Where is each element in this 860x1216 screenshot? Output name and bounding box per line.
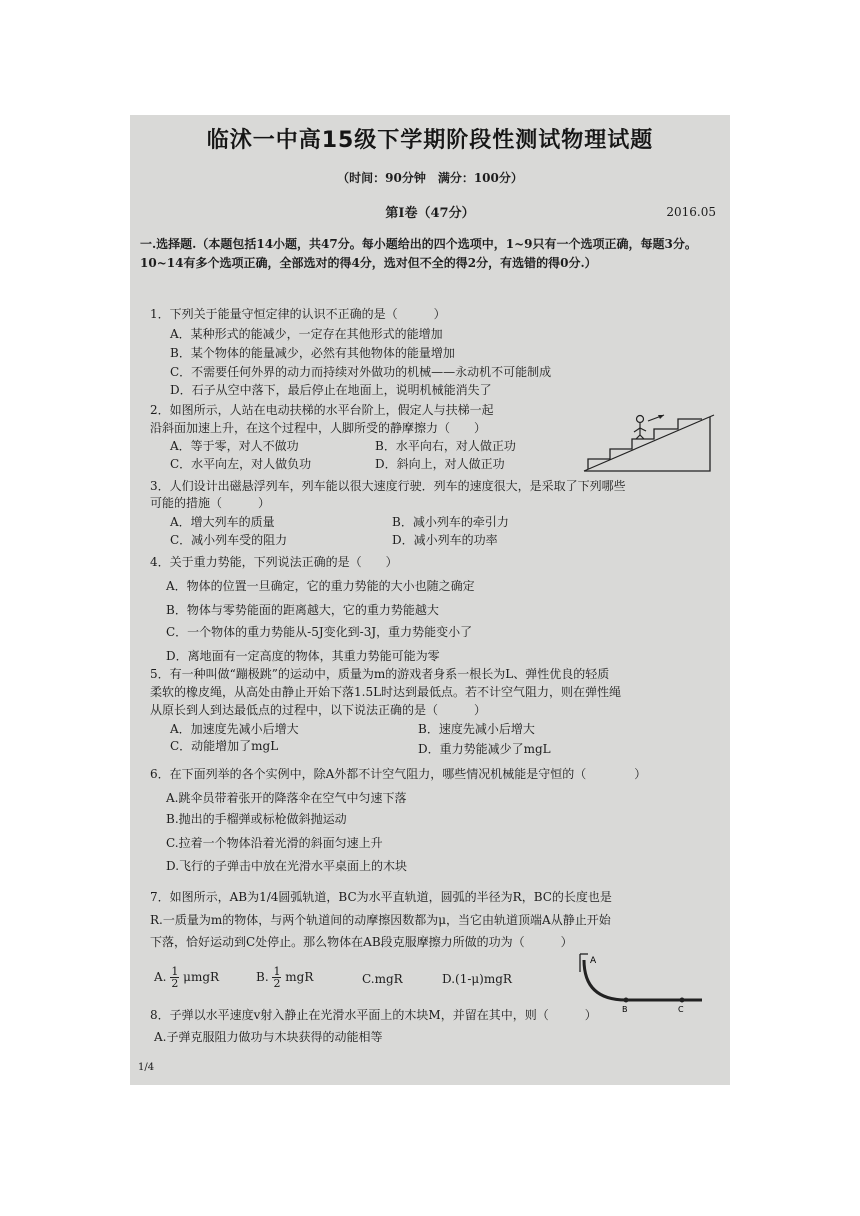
q3-option-b: B．减小列车的牵引力 bbox=[392, 515, 509, 529]
q4-option-b: B．物体与零势能面的距离越大，它的重力势能越大 bbox=[166, 603, 439, 617]
q7-option-a bbox=[154, 966, 219, 989]
exam-paper bbox=[130, 115, 730, 1085]
q2-option-c: C．水平向左，对人做负功 bbox=[170, 457, 312, 471]
q1-option-b: B．某个物体的能量减少，必然有其他物体的能量增加 bbox=[170, 346, 455, 360]
q7-option-b bbox=[256, 966, 313, 989]
q3-option-d: D．减小列车的功率 bbox=[392, 533, 498, 547]
q7-option-c: C.mgR bbox=[362, 972, 403, 986]
q7-option-d: D.(1-μ)mgR bbox=[442, 972, 512, 986]
fraction-numerator: 1 bbox=[171, 965, 179, 978]
q2-option-a: A．等于零，对人不做功 bbox=[170, 439, 299, 453]
exam-subtitle: （时间：90分钟 满分：100分） bbox=[337, 171, 523, 185]
page-title: 临沭一中高15级下学期阶段性测试物理试题 bbox=[206, 128, 654, 153]
q3-option-c: C．减小列车受的阻力 bbox=[170, 533, 288, 547]
page-number: 1/4 bbox=[138, 1062, 155, 1073]
q2-stem-line2: 沿斜面加速上升，在这个过程中，人脚所受的静摩擦力（ ） bbox=[150, 421, 487, 435]
point-c-label: C bbox=[678, 1005, 684, 1014]
q5-option-a: A．加速度先减小后增大 bbox=[170, 722, 299, 736]
q1-option-a: A．某种形式的能减少，一定存在其他形式的能增加 bbox=[170, 327, 443, 341]
fraction-denominator: 2 bbox=[273, 977, 281, 990]
q6-option-c: C.拉着一个物体沿着光滑的斜面匀速上升 bbox=[166, 836, 383, 850]
q7-option-a-prefix: A. bbox=[154, 970, 167, 984]
fraction-denominator: 2 bbox=[171, 977, 179, 990]
q7-stem-line2: R.一质量为m的物体，与两个轨道间的动摩擦因数都为μ，当它由轨道顶端A从静止开始 bbox=[150, 913, 611, 927]
q4-option-d: D．离地面有一定高度的物体，其重力势能可能为零 bbox=[166, 649, 440, 663]
q3-stem-line1: 3．人们设计出磁悬浮列车，列车能以很大速度行驶．列车的速度很大，是采取了下列哪些 bbox=[150, 479, 626, 493]
q1-stem: 1．下列关于能量守恒定律的认识不正确的是（ ） bbox=[150, 307, 446, 321]
q5-option-d: D．重力势能减少了mgL bbox=[418, 742, 551, 756]
q1-option-d: D．石子从空中落下，最后停止在地面上，说明机械能消失了 bbox=[170, 383, 492, 397]
q5-option-b: B．速度先减小后增大 bbox=[418, 722, 535, 736]
q7-stem-line1: 7．如图所示，AB为1/4圆弧轨道，BC为水平直轨道，圆弧的半径为R，BC的长度也是 bbox=[150, 890, 612, 904]
q7-option-a-suffix: μmgR bbox=[183, 970, 220, 984]
exam-date: 2016.05 bbox=[666, 205, 716, 219]
q4-stem: 4．关于重力势能，下列说法正确的是（ ） bbox=[150, 555, 398, 569]
q7-option-a-fraction bbox=[170, 966, 179, 989]
q5-stem-line2: 柔软的橡皮绳，从高处由静止开始下落1.5L时达到最低点。若不计空气阻力，则在弹性绳 bbox=[150, 685, 622, 699]
q2-option-b: B．水平向右，对人做正功 bbox=[375, 439, 516, 453]
escalator-figure bbox=[582, 405, 722, 477]
q5-stem-line3: 从原长到人到达最低点的过程中，以下说法正确的是（ ） bbox=[150, 703, 487, 717]
q4-option-c: C．一个物体的重力势能从-5J变化到-3J，重力势能变小了 bbox=[166, 625, 473, 639]
fraction-numerator: 1 bbox=[273, 965, 281, 978]
q2-stem-line1: 2．如图所示，人站在电动扶梯的水平台阶上，假定人与扶梯一起 bbox=[150, 403, 494, 417]
q6-option-a: A.跳伞员带着张开的降落伞在空气中匀速下落 bbox=[166, 791, 407, 805]
q6-stem: 6．在下面列举的各个实例中，除A外都不计空气阻力，哪些情况机械能是守恒的（ ） bbox=[150, 767, 647, 781]
q8-option-a: A.子弹克服阻力做功与木块获得的动能相等 bbox=[154, 1030, 383, 1044]
q6-option-b: B.抛出的手榴弹或标枪做斜抛运动 bbox=[166, 812, 347, 826]
q2-option-d: D．斜向上，对人做正功 bbox=[375, 457, 505, 471]
q5-stem-line1: 5．有一种叫做“蹦极跳”的运动中，质量为m的游戏者身系一根长为L、弹性优良的轻质 bbox=[150, 667, 610, 681]
q5-option-c: C．动能增加了mgL bbox=[170, 739, 279, 753]
q3-option-a: A．增大列车的质量 bbox=[170, 515, 275, 529]
point-b-label: B bbox=[622, 1005, 628, 1014]
point-a-label: A bbox=[590, 956, 597, 966]
q3-stem-line2: 可能的措施（ ） bbox=[150, 496, 271, 510]
q1-option-c: C．不需要任何外界的动力而持续对外做功的机械——永动机不可能制成 bbox=[170, 365, 552, 379]
q4-option-a: A．物体的位置一旦确定，它的重力势能的大小也随之确定 bbox=[166, 579, 475, 593]
q8-stem: 8．子弹以水平速度v射入静止在光滑水平面上的木块M，并留在其中，则（ ） bbox=[150, 1008, 597, 1022]
q7-option-b-suffix: mgR bbox=[285, 970, 314, 984]
q7-stem-line3: 下落，恰好运动到C处停止。那么物体在AB段克服摩擦力所做的功为（ ） bbox=[150, 935, 573, 949]
q7-option-b-fraction bbox=[272, 966, 281, 989]
volume-heading: 第Ⅰ卷（47分） bbox=[385, 206, 475, 221]
q7-option-b-prefix: B. bbox=[256, 970, 269, 984]
q6-option-d: D.飞行的子弹击中放在光滑水平桌面上的木块 bbox=[166, 859, 408, 873]
section-heading: 一.选择题.（本题包括14小题，共47分。每小题给出的四个选项中，1~9只有一个选项正确，每题3分。10~14有多个选项正确，全部选对的得4分，选对但不全的得2分，有选错的得0分.） bbox=[140, 237, 697, 270]
